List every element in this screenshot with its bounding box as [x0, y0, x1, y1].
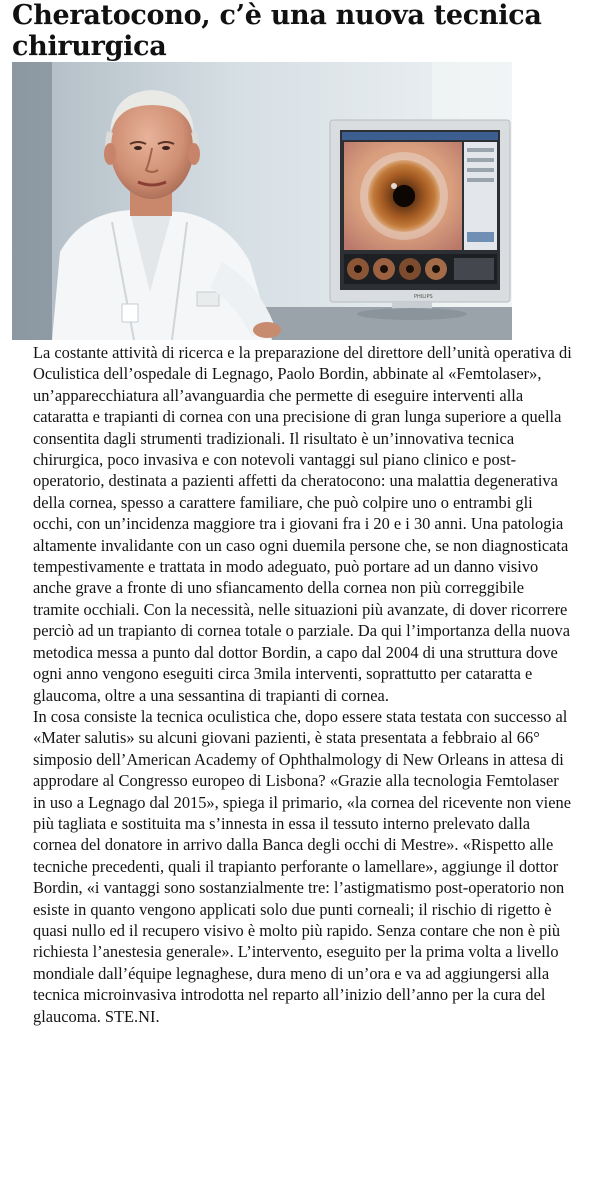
monitor-brand-label: PHILIPS [414, 294, 433, 300]
article-headline: Cheratocono, c’è una nuova tecnica chirurgica [12, 0, 542, 62]
article-paragraph-1: La costante attività di ricerca e la preparazione del direttore dell’unità operativa di Oculistica dell’ospedale di Legnago, Paolo Bordin, abbinate al «Femtolaser», un’apparecchiatura all’avanguardia che permette di eseguire interventi alla cataratta e trapianti di cornea con una precisione di gran lunga superiore a quella consentita dagli strumenti tradizionali. Il risultato è un’innovativa tecnica chirurgica, poco invasiva e con notevoli vantaggi sul piano clinico e post-operatorio, destinata a pazienti affetti da cheratocono: una malattia degenerativa della cornea, spesso a carattere familiare, che può colpire uno o entrambi gli occhi, con un’incidenza maggiore tra i giovani fra i 20 e i 30 anni. Una patologia altamente invalidante con un caso ogni duemila persone che, se non diagnosticata tempestivamente e trattata in modo adeguato, può portare ad un danno visivo anche grave a fronte di uno sfiancamento della cornea non più correggibile tramite occhiali. Con la necessità, nelle situazioni più avanzate, di dover ricorrere perciò ad un trapianto di cornea totale o parziale. Da qui l’importanza della nuova metodica messa a punto dal dottor Bordin, a capo dal 2004 di una struttura dove ogni anno vengono eseguiti circa 3mila interventi, soprattutto per cataratta e glaucoma, oltre a una sessantina di trapianti di cornea. [33, 343, 572, 705]
doctor-with-eye-scan-photo [12, 62, 512, 340]
article-paragraph-2: In cosa consiste la tecnica oculistica che, dopo essere stata testata con successo al «Mater salutis» su alcuni giovani pazienti, è stata presentata a febbraio al 66° simposio dell’American Academy of Ophthalmology di New Orleans in attesa di approdare al Congresso europeo di Lisbona? «Grazie alla tecnologia Femtolaser in uso a Legnago dal 2015», spiega il primario, «la cornea del ricevente non viene più tagliata e sostituita ma s’innesta in essa il tessuto interno prelevato dalla cornea del donatore in arrivo dalla Banca degli occhi di Mestre». «Rispetto alle tecniche precedenti, quali il trapianto perforante o lamellare», aggiunge il dottor Bordin, «i vantaggi sono sostanzialmente tre: l’astigmatismo post-operatorio non esiste in quanto vengono applicati solo due punti corneali; il rischio di rigetto è quasi nullo ed il recupero visivo è molto più rapido. Senza contare che non è più richiesta l’anestesia generale». L’intervento, eseguito per la prima volta a livello mondiale dall’équipe legnaghese, dura meno di un’ora e va ad aggiungersi alla tecnica microinvasiva introdotta nel reparto all’inizio dell’anno per la cura del glaucoma. STE.NI. [33, 706, 571, 1026]
article-photo [12, 62, 512, 340]
article-body [33, 342, 573, 1027]
